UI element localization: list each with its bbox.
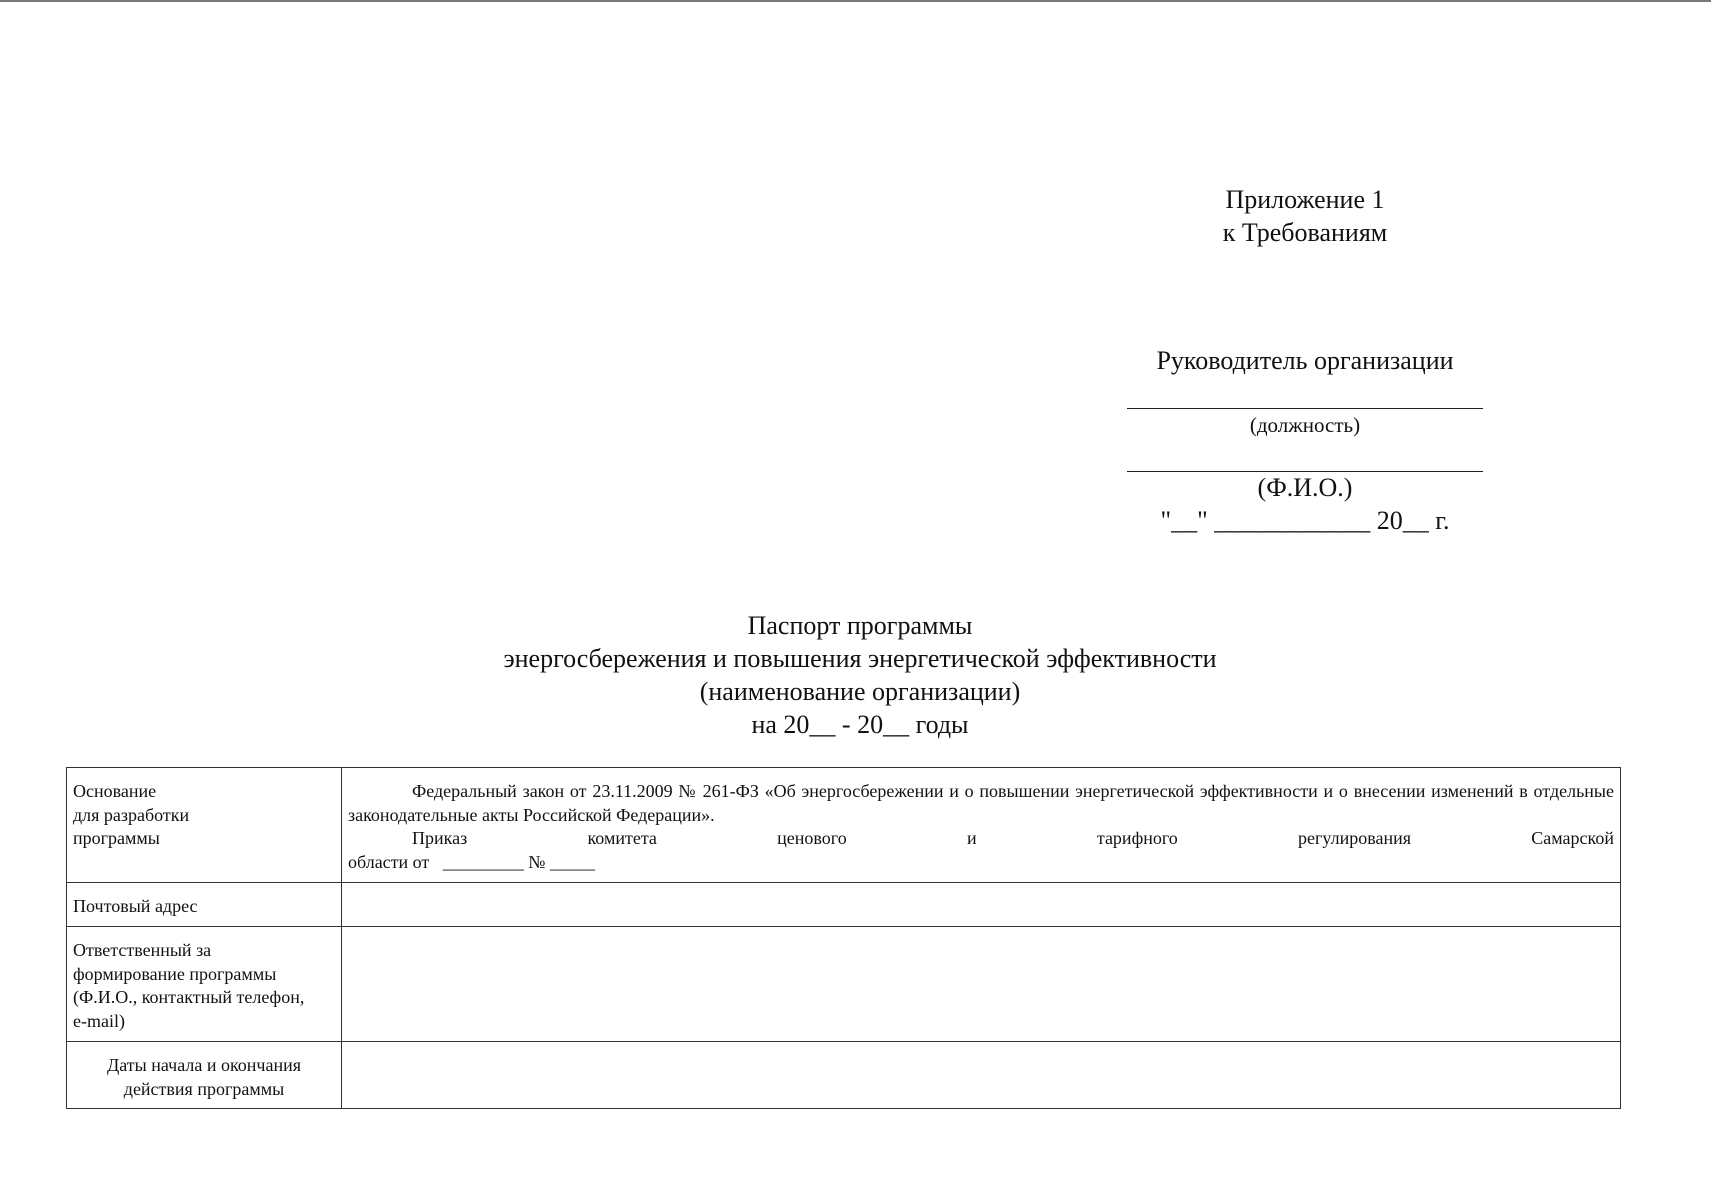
basis-label (67, 768, 342, 883)
title-line-3: (наименование организации) (699, 677, 1021, 706)
order-text-start: Приказ комитета ценового и тарифного регулирования Самарской (412, 828, 1614, 848)
appendix-line-2: к Требованиям (1222, 218, 1388, 247)
table-row-basis (67, 768, 1621, 883)
postal-address-label: Почтовый адрес (67, 883, 342, 927)
page-top-border (0, 0, 1711, 2)
appendix-note (1160, 183, 1450, 249)
order-text-end: области от _________ № _____ (348, 851, 595, 872)
approval-block (1120, 344, 1490, 538)
dates-value (342, 1042, 1621, 1109)
fio-signature-line (1127, 441, 1483, 472)
dates-label (67, 1042, 342, 1109)
federal-law-text: Федеральный закон от 23.11.2009 № 261-ФЗ «Об энергосбережении и о повышении энергетической эффективности и о внесении изменений в отдельные законодательные акты Российской Федерации». (348, 781, 1614, 825)
position-signature-line (1127, 378, 1483, 409)
passport-table (66, 767, 1621, 1109)
approval-date-line: "__" ____________ 20__ г. (1160, 506, 1450, 535)
table-row-responsible (67, 927, 1621, 1042)
document-title (350, 609, 1370, 741)
title-line-2: энергосбережения и повышения энергетической эффективности (503, 644, 1217, 673)
table-row-postal-address (67, 883, 1621, 927)
basis-value (342, 768, 1621, 883)
responsible-label (67, 927, 342, 1042)
table-row-dates (67, 1042, 1621, 1109)
position-caption: (должность) (1249, 413, 1361, 437)
responsible-label-text: Ответственный за формирование программы (Ф.И.О., контактный телефон, e-mail) (73, 940, 305, 1031)
dates-label-text: Даты начала и окончания действия программы (106, 1055, 302, 1099)
fio-caption: (Ф.И.О.) (1257, 473, 1353, 502)
title-line-4: на 20__ - 20__ годы (751, 710, 969, 739)
title-line-1: Паспорт программы (747, 611, 973, 640)
approval-head: Руководитель организации (1156, 346, 1454, 375)
postal-address-value (342, 883, 1621, 927)
basis-label-text: Основание для разработки программы (73, 781, 190, 848)
appendix-line-1: Приложение 1 (1225, 185, 1385, 214)
responsible-value (342, 927, 1621, 1042)
